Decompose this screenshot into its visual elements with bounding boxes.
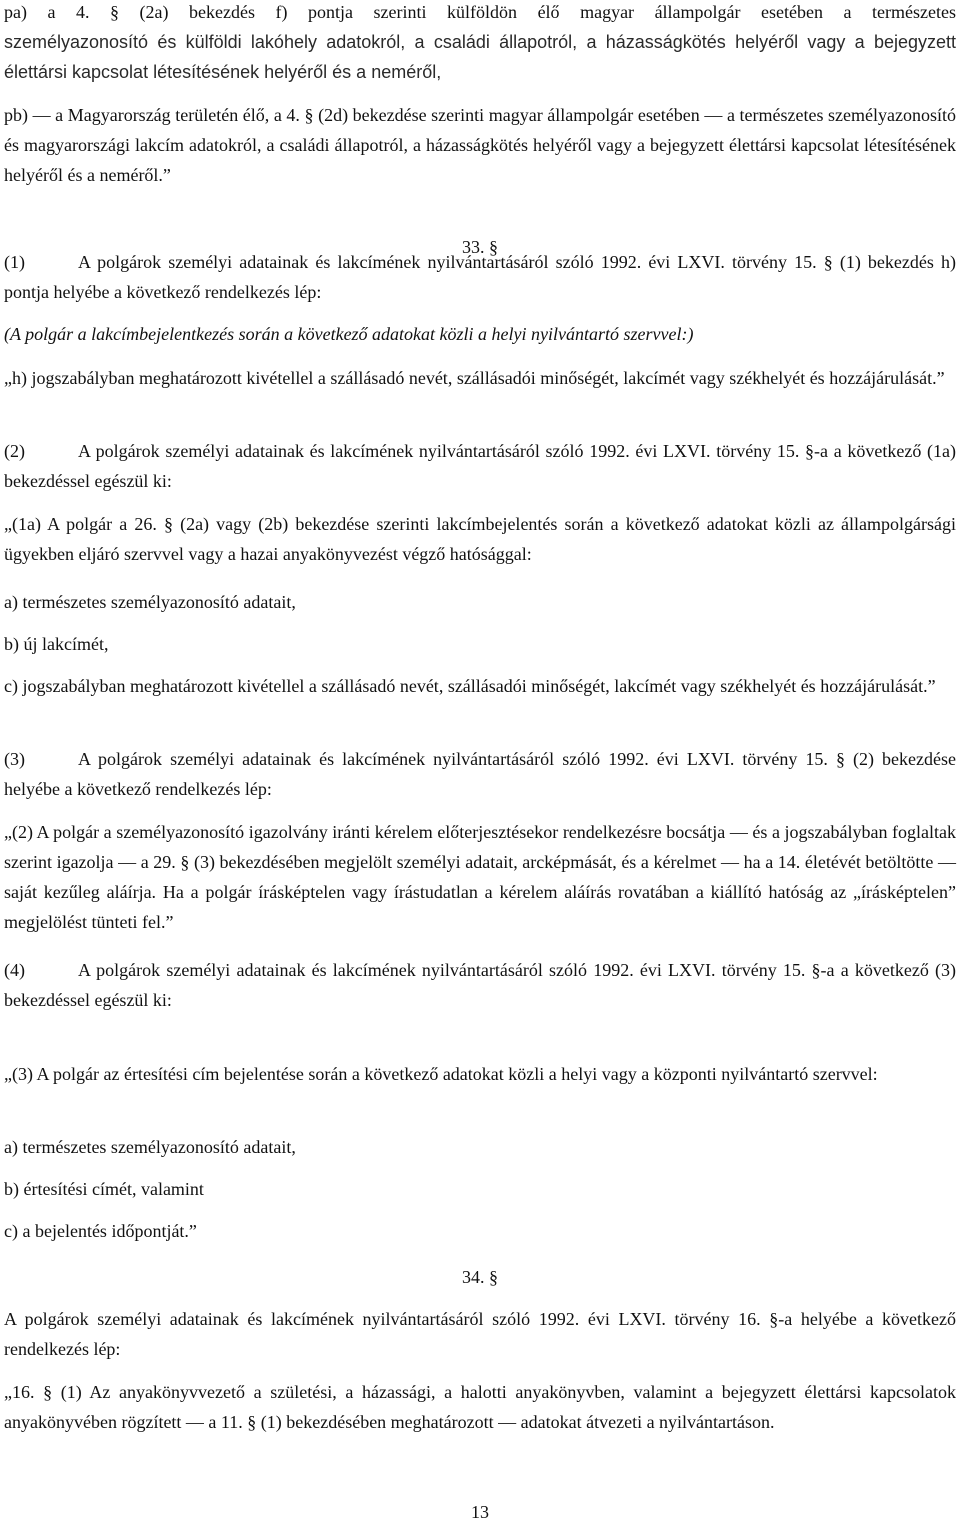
subsection-33-1 [4,247,956,307]
list-item-a: a) természetes személyazonosító adatait, [4,1137,296,1157]
subsection-number: (4) [4,960,25,980]
subsection-number: (3) [4,749,25,769]
subsection-text: A polgárok személyi adatainak és lakcímének nyilvántartásáról szóló 1992. évi LXVI. törvény 15. § (2) bekezdése helyébe a következő rendelkezés lép: [4,749,956,799]
amendment-paragraph-3: „(3) A polgár az értesítési cím bejelentése során a következő adatokat közli a helyi vagy a központi nyilvántartó szervvel: [4,1064,878,1084]
subsection-number: (1) [4,252,25,272]
subsection-33-3 [4,744,956,804]
subsection-33-4 [4,955,956,1015]
subsection-number: (2) [4,441,25,461]
section-34-text: A polgárok személyi adatainak és lakcímének nyilvántartásáról szóló 1992. évi LXVI. törvény 16. §-a helyébe a következő rendelkezés lép: [4,1309,956,1359]
section-heading-34: 34. § [462,1267,498,1287]
subsection-33-2 [4,436,956,496]
amendment-point-h: „h) jogszabályban meghatározott kivétellel a szállásadó nevét, szállásadói minőségét, lakcímét vagy székhelyét és hozzájárulását.” [4,368,945,388]
list-item-a: a) természetes személyazonosító adatait, [4,592,296,612]
subsection-text: A polgárok személyi adatainak és lakcímének nyilvántartásáról szóló 1992. évi LXVI. törvény 15. §-a a következő (1a) bekezdéssel egészül ki: [4,441,956,491]
amendment-paragraph-1a: „(1a) A polgár a 26. § (2a) vagy (2b) bekezdése szerinti lakcímbejelentés során a következő adatokat közli az állampolgársági ügyekben eljáró szervvel vagy a hazai anyakönyvezést végző hatósággal: [4,514,956,564]
amended-intro-italic: (A polgár a lakcímbejelentkezés során a következő adatokat közli a helyi nyilvántartó szervvel:) [4,324,694,344]
paragraph-pb: pb) ― a Magyarország területén élő, a 4. § (2d) bekezdése szerinti magyar állampolgár esetében ― a természetes személyazonosító és magyarországi lakcím adatokról, a családi állapotról, a házasságkötés helyéről vagy a bejegyzett élettársi kapcsolat létesítésének helyéről és a neméről.” [4,105,956,185]
list-item-b: b) értesítési címét, valamint [4,1179,204,1199]
page-number: 13 [471,1502,489,1522]
subsection-text: A polgárok személyi adatainak és lakcímének nyilvántartásáról szóló 1992. évi LXVI. törvény 15. §-a a következő (3) bekezdéssel egészül ki: [4,960,956,1010]
subsection-text: A polgárok személyi adatainak és lakcímének nyilvántartásáról szóló 1992. évi LXVI. törvény 15. § (1) bekezdés h) pontja helyébe a következő rendelkezés lép: [4,252,956,302]
list-item-c: c) jogszabályban meghatározott kivétellel a szállásadó nevét, szállásadói minőségét, lakcímét vagy székhelyét és hozzájárulását.” [4,676,936,696]
list-item-c: c) a bejelentés időpontját.” [4,1221,197,1241]
list-item-b: b) új lakcímét, [4,634,109,654]
paragraph-pa-continuation: személyazonosító és külföldi lakóhely adatokról, a családi állapotról, a házasságkötés helyéről vagy a bejegyzett élettársi kapcsolat létesítésének helyéről és a neméről, [4,32,956,82]
amendment-paragraph-2: „(2) A polgár a személyazonosító igazolvány iránti kérelem előterjesztésekor rendelkezésre bocsátja ― és a jogszabályban foglaltak szerint igazolja ― a 29. § (3) bekezdésében megjelölt személyi adatait, arcképmását, és a kérelmet ― ha a 14. életévét betöltötte ― saját kezűleg aláírja. Ha a polgár írásképtelen vagy írástudatlan a kérelem aláírás rovatában a kiállító hatóság az „írásképtelen” megjelölést tünteti fel.” [4,822,956,932]
paragraph-pa-first-line: pa) a 4. § (2a) bekezdés f) pontja szerinti külföldön élő magyar állampolgár esetében a természetes [4,2,956,22]
amendment-paragraph-16: „16. § (1) Az anyakönyvvezető a születési, a házassági, a halotti anyakönyvben, valamint a bejegyzett élettársi kapcsolatok anyakönyvében rögzített ― a 11. § (1) bekezdésében meghatározott ― adatokat átvezeti a nyilvántartáson. [4,1382,956,1432]
section-heading-33: 33. § [462,237,498,257]
